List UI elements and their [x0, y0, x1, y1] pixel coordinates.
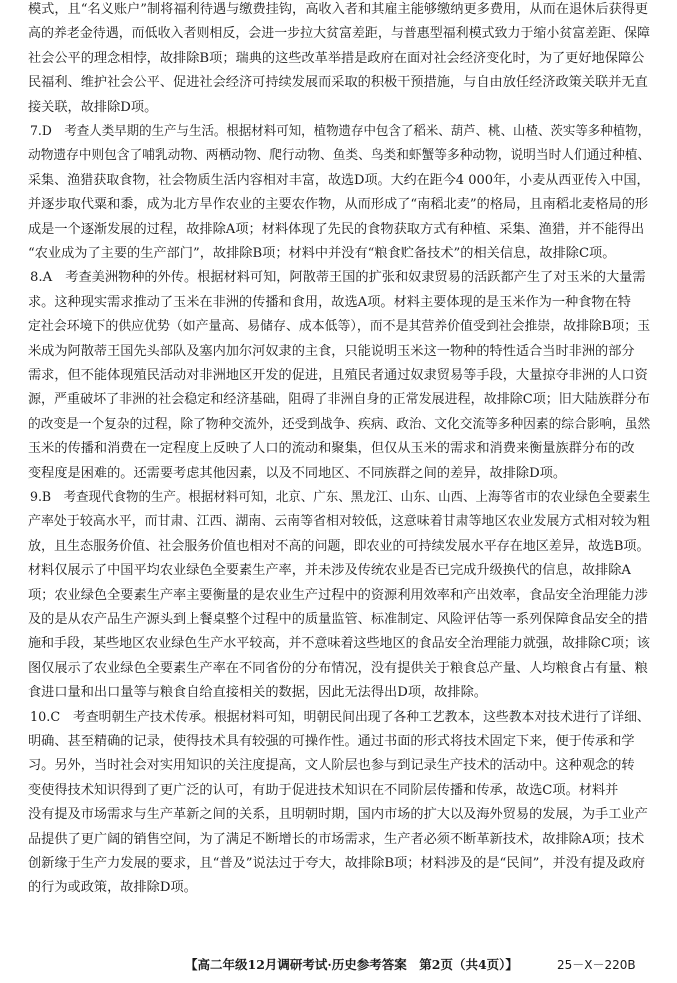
text-line: 创新缘于生产力发展的要求，且“普及”说法过于夸大，故排除B项；材料涉及的是“民间”，并没有提及政府 — [28, 856, 645, 871]
text-line: 图仅展示了农业绿色全要素生产率在不同省份的分布情况，没有提供关于粮食总产量、人均粮食占有量、粮 — [28, 660, 648, 676]
text-line: 定社会环境下的供应优势（如产量高、易储存、成本低等），而不是其营养价值受到社会推崇，故排除B项；玉 — [28, 319, 651, 335]
text-line: 成是一个逐渐发展的过程，故排除A项；材料体现了先民的食物获取方式有种植、采集、渔猎，并不能得出 — [28, 221, 645, 237]
text-line: 动物遗存中则包含了哺乳动物、两栖动物、爬行动物、鱼类、鸟类和虾蟹等多种动物，说明当时人们通过种植、 — [28, 148, 651, 164]
text-line: 需求，但不能体现殖民活动对非洲地区开发的促进，且殖民者通过奴隶贸易等手段，大量掠夺非洲的人口资 — [28, 368, 648, 383]
text-line: 民福利、维护社会公平、促进社会经济可持续发展而采取的积极干预措施，与自由放任经济政策关联并无直 — [28, 75, 648, 91]
footer-title: 【高二年级12月调研考试·历史参考答案 第2页（共4页）】 — [185, 957, 518, 972]
text-line: 变使得技术知识得到了更广泛的认可，有助于促进技术知识在不同阶层传播和传承，故选C项。材料并 — [28, 782, 619, 798]
text-line: 10.C 考查明朝生产技术传承。根据材料可知，明朝民间出现了各种工艺教本，这些教本对技术进行了详细、 — [30, 709, 650, 725]
text-line: 米成为阿散蒂王国先头部队及塞内加尔河奴隶的主食，只能说明玉米这一物种的特性适合当时非洲的部分 — [28, 343, 635, 359]
text-line: 材料仅展示了中国平均农业绿色全要素生产率，并未涉及传统农业是否已完成升级换代的信息，故排除A — [28, 563, 631, 579]
page-footer — [0, 956, 677, 974]
text-line: 品提供了更广阔的销售空间，为了满足不断增长的市场需求，生产者必须不断革新技术，故排除A项；技术 — [28, 831, 645, 847]
text-line: 源，严重破坏了非洲的社会稳定和经济基础，阻碍了非洲自身的正常发展进程，故排除C项；旧大陆族群分布 — [28, 392, 650, 408]
text-line: 的行为或政策，故排除D项。 — [28, 880, 197, 896]
text-line: “农业成为了主要的生产部门”，故排除B项；材料中并没有“粮食贮备技术”的相关信息，故排除C项。 — [28, 246, 616, 261]
text-line: 玉米的传播和消费在一定程度上反映了人口的流动和聚集，但仅从玉米的需求和消费来衡量族群分布的改 — [28, 441, 635, 457]
text-line: 高的养老金待遇，而低收入者则相反，会进一步拉大贫富差距，与普惠型福利模式致力于缩小贫富差距、保障 — [28, 26, 650, 42]
text-line: 施和手段，某些地区农业绿色生产水平较高，并不意味着这些地区的食品安全治理能力就强，故排除C项；该 — [28, 636, 650, 652]
text-line: 放，且生态服务价值、社会服务价值也相对不高的问题，即农业的可持续发展水平存在地区差异，故选B项。 — [28, 538, 650, 554]
text-line: 接关联，故排除D项。 — [28, 99, 158, 115]
text-line: 及的是从农产品生产源头到上餐桌整个过程中的质量监管、标准制定、风险评估等一系列保障食品安全的措 — [28, 612, 648, 627]
text-line: 的改变是一个复杂的过程，除了物种交流外，还受到战争、疾病、政治、文化交流等多种因素的综合影响，虽然 — [28, 416, 651, 432]
text-line: 产率处于较高水平，而甘肃、江西、湖南、云南等省相对较低，这意味着甘肃等地区农业发展方式相对较为粗 — [28, 514, 650, 530]
text-line: 食进口量和出口量等与粮食自给直接相关的数据，因此无法得出D项，故排除。 — [28, 685, 487, 701]
text-line: 社会公平的理念相悖，故排除B项；瑞典的这些改革举措是政府在面对社会经济变化时，为了更好地保障公 — [28, 50, 645, 66]
text-line: 并逐步取代粟和黍，成为北方旱作农业的主要农作物，从而形成了“南稻北麦”的格局，且南稻北麦格局的形 — [28, 197, 649, 213]
text-line: 模式，且“名义账户”制将福利待遇与缴费挂钩，高收入者和其雇主能够缴纳更多费用，从而在退休后获得更 — [28, 2, 649, 17]
text-line: 8.A 考查美洲物种的外传。根据材料可知，阿散蒂王国的扩张和奴隶贸易的活跃都产生了对玉米的大量需 — [30, 270, 646, 286]
footer-exam-code: 25－X－220B — [557, 958, 636, 972]
text-line: 变程度是困难的。还需要考虑其他因素，以及不同地区、不同族群之间的差异，故排除D项。 — [28, 465, 567, 481]
text-line: 7.D 考查人类早期的生产与生活。根据材料可知，植物遗存中包含了稻米、葫芦、桃、山楂、茨实等多种植物， — [30, 124, 651, 139]
text-line: 明确、甚至精确的记录，使得技术具有较强的可操作性。通过书面的形式将技术固定下来，便于传承和学 — [28, 734, 635, 749]
text-line: 项；农业绿色全要素生产率主要衡量的是农业生产过程中的资源利用效率和产出效率，食品安全治理能力涉 — [28, 587, 648, 603]
text-line: 采集、渔猎获取食物，社会物质生活内容相对丰富，故选D项。大约在距今4 000年，小麦从西亚传入中国， — [28, 172, 650, 188]
text-line: 习。另外，当时社会对实用知识的关注度提高，文人阶层也参与到记录生产技术的活动中。这种观念的转 — [28, 758, 635, 774]
text-line: 求。这种现实需求推动了玉米在非洲的传播和食用，故选A项。材料主要体现的是玉米作为一种食物在特 — [28, 294, 631, 310]
text-line: 9.B 考查现代食物的生产。根据材料可知，北京、广东、黑龙江、山东、山西、上海等省市的农业绿色全要素生 — [30, 490, 651, 505]
text-line: 没有提及市场需求与生产革新之间的关系，且明朝时期，国内市场的扩大以及海外贸易的发展，为手工业产 — [28, 807, 648, 823]
